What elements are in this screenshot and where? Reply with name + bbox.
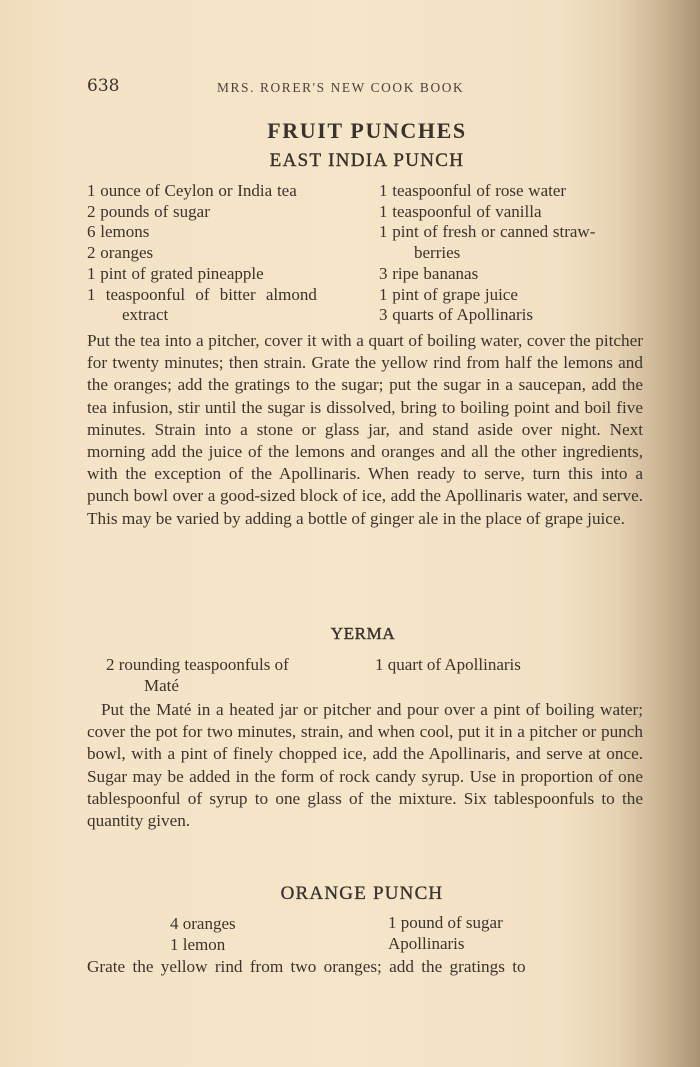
ingredient: 1 ounce of Ceylon or India tea — [87, 181, 297, 200]
ingredient-list-left — [106, 655, 289, 696]
ingredient-list-right — [375, 655, 521, 676]
ingredient: 1 teaspoonful of rose water — [379, 181, 567, 200]
ingredient: 1 pound of sugar — [388, 913, 503, 932]
ingredient: 1 lemon — [170, 934, 226, 954]
running-title: MRS. RORER'S NEW COOK BOOK — [217, 80, 465, 95]
ingredient: 1 teaspoonful of vanilla — [379, 201, 542, 221]
ingredient: 3 ripe bananas — [379, 263, 479, 283]
page-number: 638 — [87, 76, 120, 96]
recipe-title-yerma: YERMA — [330, 624, 396, 643]
ingredient-list-left — [170, 914, 236, 955]
recipe-directions: Put the tea into a pitcher, cover it with a quart of boiling water, cover the pitcher for twenty minutes; then strain. Grate the yellow rind from half the lemons and the oranges; add the gratings to the sugar; put the sugar in a saucepan, add the tea infusion, stir until the sugar is dissolved, bring to boiling point and boil five minutes. Strain into a stone or glass jar, and stand aside over night. Next morning add the juice of the lemons and oranges and all the other ingredients, with the exception of the Apollinaris. When ready to serve, turn this into a punch bowl over a good-sized block of ice, add the Apollinaris water, and serve. This may be varied by adding a bottle of ginger ale in the place of grape juice. — [87, 331, 643, 528]
running-head — [87, 76, 647, 98]
ingredient: 2 pounds of sugar — [87, 201, 210, 221]
ingredient-list-left — [87, 181, 317, 326]
ingredient-continuation: extract — [122, 305, 169, 325]
ingredient: 4 oranges — [170, 914, 236, 933]
recipe-title-orange-punch: ORANGE PUNCH — [280, 883, 444, 904]
ingredient-list-right — [388, 913, 503, 954]
ingredient: 6 lemons — [87, 222, 150, 242]
ingredient: 3 quarts of Apollinaris — [379, 305, 534, 325]
ingredient: 1 pint of fresh or canned straw- — [379, 222, 596, 242]
ingredient-continuation: Maté — [144, 675, 179, 695]
ingredient: 2 rounding teaspoonfuls of — [106, 655, 289, 674]
ingredient-continuation: berries — [414, 243, 461, 263]
ingredient-list-right — [379, 181, 595, 326]
ingredient: Apollinaris — [388, 933, 465, 953]
recipe-directions: Grate the yellow rind from two oranges; add the gratings to — [87, 957, 526, 976]
ingredient: 1 pint of grated pineapple — [87, 263, 264, 283]
section-title: FRUIT PUNCHES — [267, 118, 467, 143]
ingredient: 1 quart of Apollinaris — [375, 655, 521, 674]
recipe-title-east-india-punch: EAST INDIA PUNCH — [269, 150, 465, 171]
ingredient: 2 oranges — [87, 243, 154, 263]
ingredient: 1 pint of grape juice — [379, 284, 518, 304]
ingredient: 1 teaspoonful of bitter almond — [87, 284, 317, 304]
recipe-directions: Put the Maté in a heated jar or pitcher and pour over a pint of boiling water; cover the pot for two minutes, strain, and when cool, put it in a pitcher or punch bowl, with a pint of finely chopped ice, add the Apollinaris, and serve at once. Sugar may be added in the form of rock candy syrup. Use in proportion of one tablespoonful of syrup to one glass of the mixture. Six tablespoonfuls to the quantity given. — [87, 700, 643, 831]
